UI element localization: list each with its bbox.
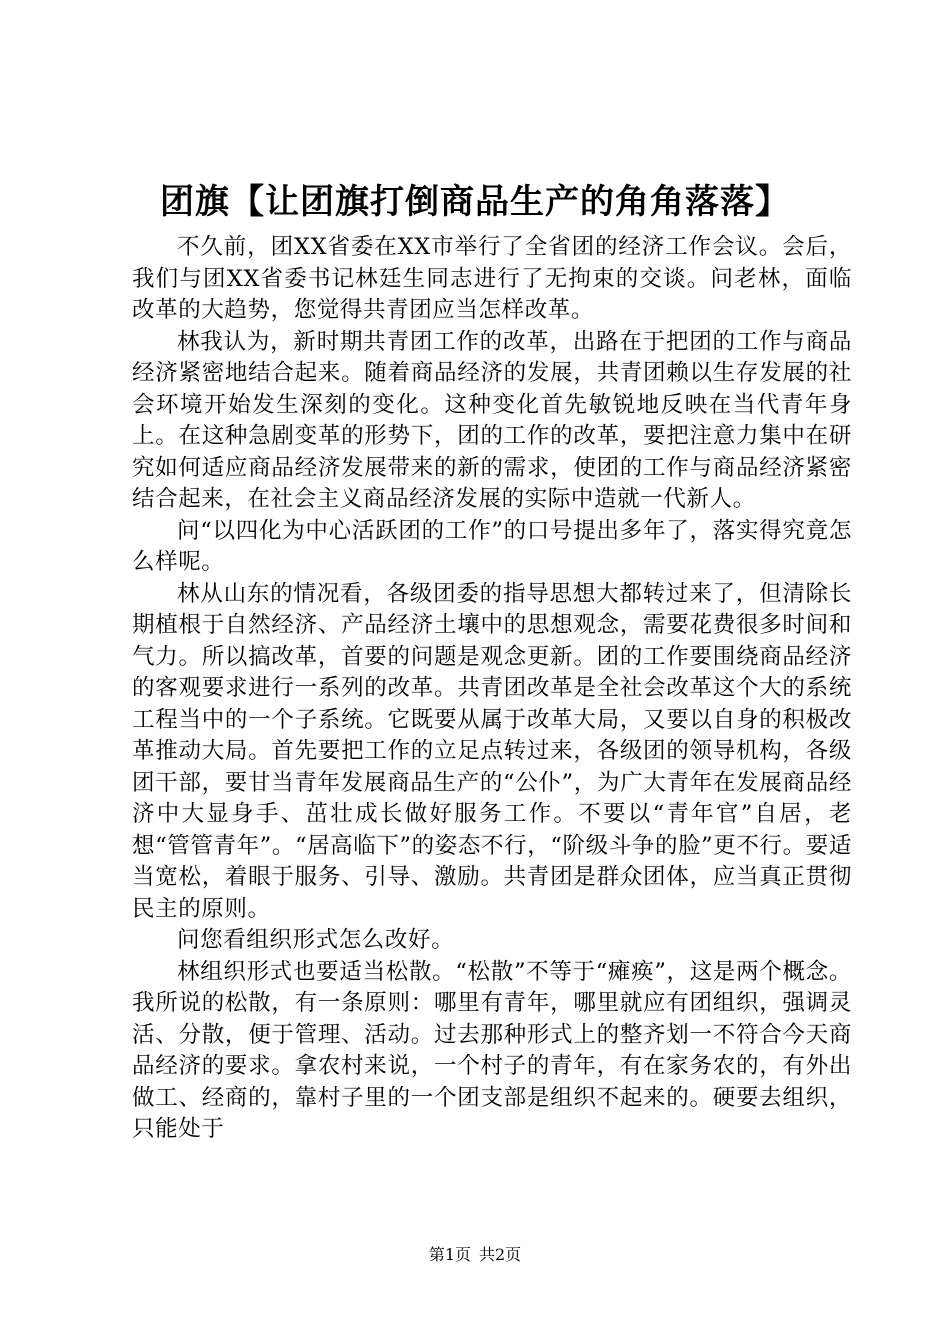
paragraph: 林我认为，新时期共青团工作的改革，出路在于把团的工作与商品经济紧密地结合起来。随着商品经济的发展，共青团赖以生存发展的社会环境开始发生深刻的变化。这种变化首先敏锐地反映在当代青年身上。在这种急剧变革的形势下，团的工作的改革，要把注意力集中在研究如何适应商品经济发展带来的新的需求，使团的工作与商品经济紧密结合起来，在社会主义商品经济发展的实际中造就一代新人。 — [132, 328, 852, 512]
document-body — [132, 232, 852, 1146]
total-pages: 共2页 — [479, 1245, 522, 1264]
paragraph: 林从山东的情况看，各级团委的指导思想大都转过来了，但清除长期植根于自然经济、产品经济土壤中的思想观念，需要花费很多时间和气力。所以搞改革，首要的问题是观念更新。团的工作要围绕商品经济的客观要求进行一系列的改革。共青团改革是全社会改革这个大的系统工程当中的一个子系统。它既要从属于改革大局，又要以自身的积极改革推动大局。首先要把工作的立足点转过来，各级团的领导机构，各级团干部，要甘当青年发展商品生产的“公仆”，为广大青年在发展商品经济中大显身手、茁壮成长做好服务工作。不要以“青年官”自居，老想“管管青年”。“居高临下”的姿态不行，“阶级斗争的脸”更不行。要适当宽松，着眼于服务、引导、激励。共青团是群众团体，应当真正贯彻民主的原则。 — [132, 580, 852, 922]
page-footer — [0, 1244, 950, 1266]
paragraph: 林组织形式也要适当松散。“松散”不等于“瘫痪”，这是两个概念。我所说的松散，有一条原则：哪里有青年，哪里就应有团组织，强调灵活、分散，便于管理、活动。过去那种形式上的整齐划一不符合今天商品经济的要求。拿农村来说，一个村子的青年，有在家务农的，有外出做工、经商的，靠村子里的一个团支部是组织不起来的。硬要去组织，只能处于 — [132, 958, 852, 1142]
paragraph: 不久前，团XX省委在XX市举行了全省团的经济工作会议。会后，我们与团XX省委书记林廷生同志进行了无拘束的交谈。问老林，面临改革的大趋势，您觉得共青团应当怎样改革。 — [132, 234, 852, 323]
paragraph: 问“以四化为中心活跃团的工作”的口号提出多年了，落实得究竟怎么样呢。 — [132, 517, 852, 575]
page-number: 第1页 — [428, 1245, 471, 1264]
document-title: 团旗【让团旗打倒商品生产的角角落落】 — [160, 182, 790, 222]
paragraph: 问您看组织形式怎么改好。 — [177, 927, 455, 953]
